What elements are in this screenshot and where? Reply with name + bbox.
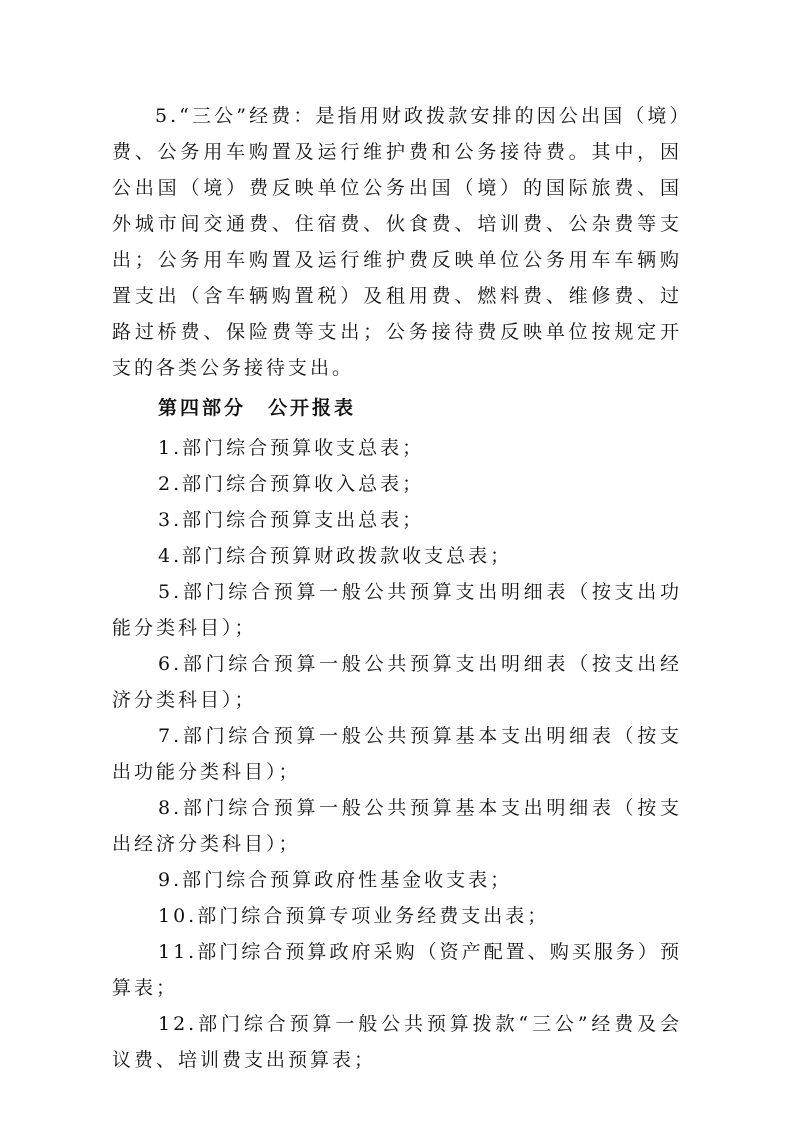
three-public-expenses-definition: 5.“三公”经费：是指用财政拨款安排的因公出国（境）费、公务用车购置及运行维护费和公务接待费。其中，因公出国（境）费反映单位公务出国（境）的国际旅费、国外城市间交通费、住宿费、伙食费、培训费、公杂费等支出；公务用车购置及运行维护费反映单位公务用车车辆购置支出（含车辆购置税）及租用费、燃料费、维修费、过路过桥费、保险费等支出；公务接待费反映单位按规定开支的各类公务接待支出。 [112,105,682,379]
report-list-item-5: 5.部门综合预算一般公共预算支出明细表（按支出功能分类科目）； [112,581,682,639]
section-heading: 第四部分 公开报表 [158,397,357,419]
report-list [112,430,682,1078]
report-list-item-9: 9.部门综合预算政府性基金收支表； [158,869,513,891]
report-list-item-10: 10.部门综合预算专项业务经费支出表； [158,905,550,927]
report-list-item-7: 7.部门综合预算一般公共预算基本支出明细表（按支出功能分类科目）； [112,725,682,783]
report-list-item-2: 2.部门综合预算收入总表； [158,473,425,495]
report-list-item-6: 6.部门综合预算一般公共预算支出明细表（按支出经济分类科目）； [112,653,682,711]
report-list-item-12: 12.部门综合预算一般公共预算拨款“三公”经费及会议费、培训费支出预算表； [112,1013,682,1071]
report-list-item-8: 8.部门综合预算一般公共预算基本支出明细表（按支出经济分类科目）； [112,797,682,855]
report-list-item-4: 4.部门综合预算财政拨款收支总表； [158,545,513,567]
report-list-item-1: 1.部门综合预算收支总表； [158,437,425,459]
document-page [112,98,682,1078]
report-list-item-11: 11.部门综合预算政府采购（资产配置、购买服务）预算表； [112,941,682,999]
report-list-item-3: 3.部门综合预算支出总表； [158,509,425,531]
